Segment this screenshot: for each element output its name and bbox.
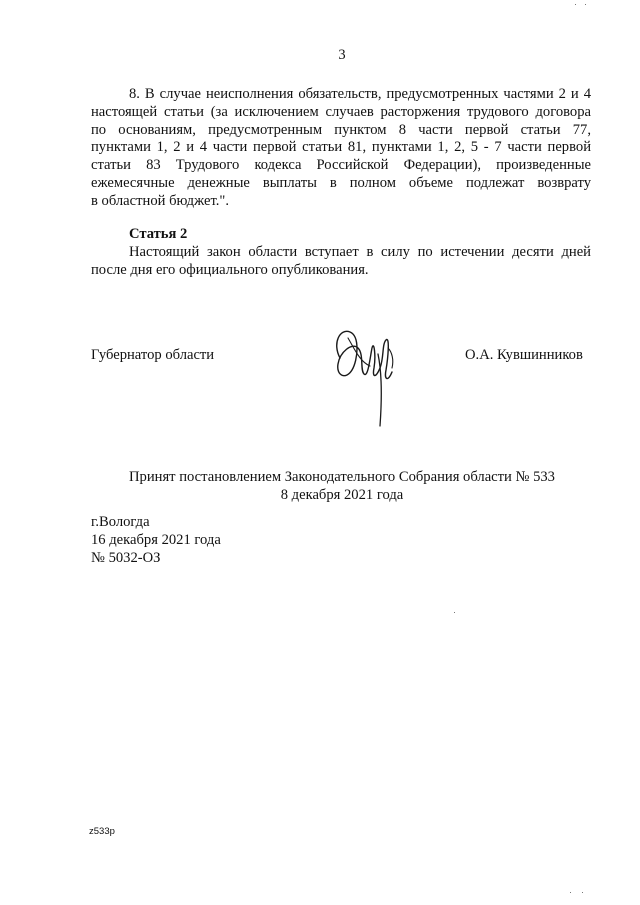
adoption-note (0, 469, 640, 505)
scan-speck (585, 4, 586, 5)
paragraph-line: статьи 83 Трудового кодекса Российской Федерации), произведенные (91, 157, 591, 174)
paragraph-line: по основаниям, предусмотренным пунктом 8 части первой статьи 77, (91, 121, 591, 138)
scan-speck (570, 892, 571, 893)
handwritten-signature (330, 318, 410, 430)
footer-code: z533p (89, 826, 115, 837)
article-heading: Статья 2 (129, 226, 188, 242)
scan-speck (575, 4, 576, 5)
city: г.Вологда (91, 514, 150, 530)
adoption-date: 8 декабря 2021 года (280, 486, 404, 503)
paragraph-line: пунктами 1, 2 и 4 части первой статьи 81, пунктами 1, 2, 5 - 7 части первой (91, 139, 591, 156)
governor-title: Губернатор области (91, 347, 215, 363)
paragraph-line: 8. В случае неисполнения обязательств, предусмотренных частями 2 и 4 (129, 86, 591, 102)
place-date-block (91, 513, 221, 567)
governor-name: О.А. Кувшинников (465, 347, 583, 363)
paragraph-line: настоящей статьи (за исключением случаев расторжения трудового договора (91, 103, 591, 120)
signing-date: 16 декабря 2021 года (91, 532, 221, 548)
scan-speck (454, 612, 455, 613)
article-line: после дня его официального опубликования. (91, 261, 369, 278)
adoption-line: Принят постановлением Законодательного Собрания области № 533 (129, 469, 555, 485)
article-2-text (91, 244, 591, 280)
article-line: Настоящий закон области вступает в силу по истечении десяти дней (129, 244, 591, 260)
law-number: № 5032-ОЗ (91, 550, 161, 566)
page-number: 3 (338, 47, 346, 63)
paragraph-line: в областной бюджет.". (91, 192, 229, 209)
scan-speck (582, 892, 583, 893)
paragraph-line: ежемесячные денежные выплаты в полном объеме подлежат возврату (91, 174, 591, 191)
paragraph-8 (91, 86, 591, 211)
